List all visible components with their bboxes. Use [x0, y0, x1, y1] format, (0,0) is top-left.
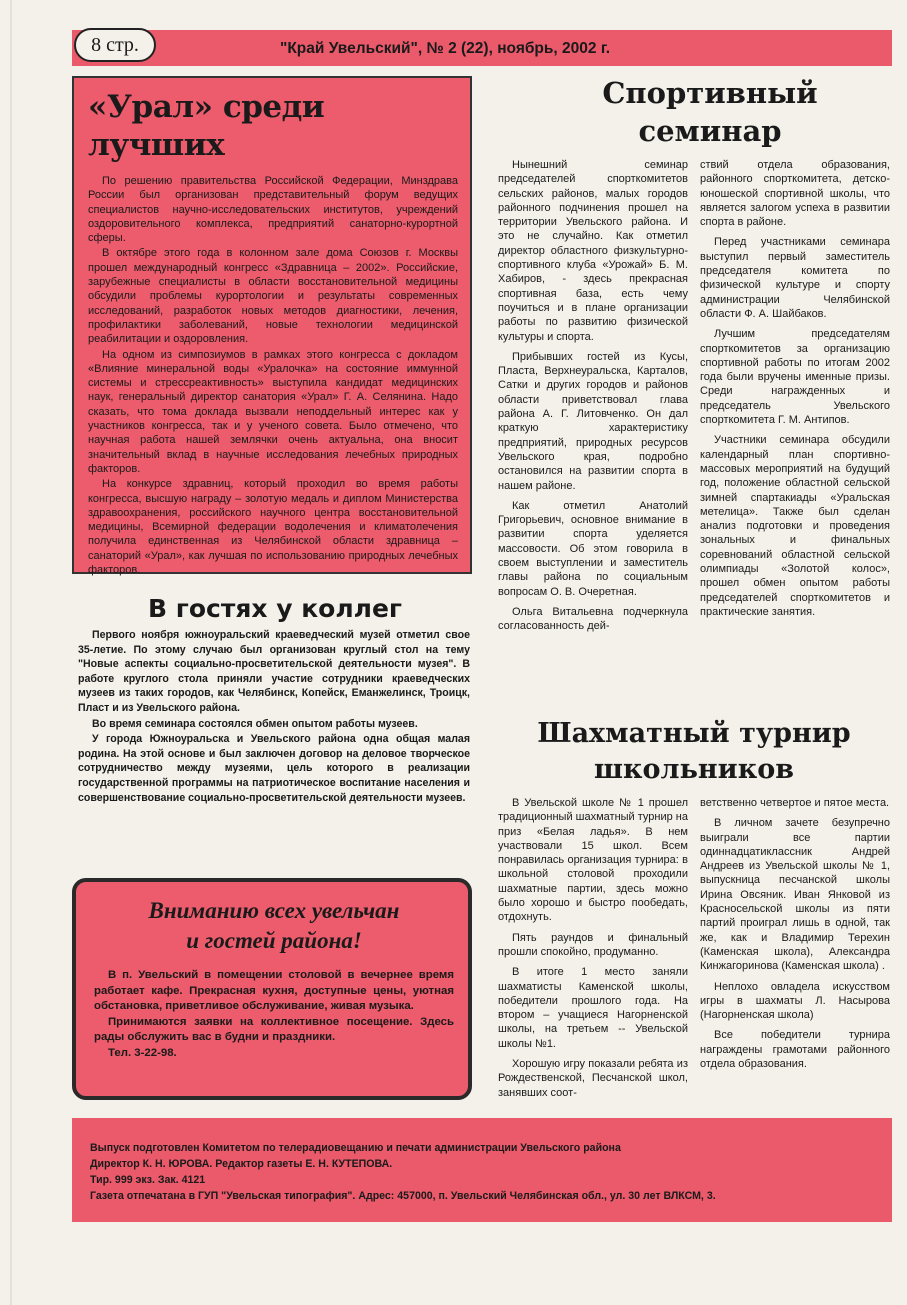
article-ural	[72, 76, 472, 577]
ad-title-line: и гостей района!	[186, 928, 362, 953]
article-ural-title: «Урал» среди лучших	[88, 89, 325, 163]
page-edge	[10, 0, 12, 1305]
article-chess-paragraph: В итоге 1 место заняли шахматисты Каменской школы, победители прошлого года. На втором – учащиеся Нагорненской школы, на третьем -- Увельской школы №1.	[498, 966, 688, 1050]
article-chess-column-1	[498, 796, 688, 1106]
imprint-publisher: Выпуск подготовлен Комитетом по телерадиовещанию и печати администрации Увельского района	[90, 1142, 621, 1154]
article-sport-paragraph: ствий отдела образования, районного спорткомитета, детско-юношеской спортивной школы, что является залогом успеха в развитии спорта в районе.	[700, 159, 890, 229]
article-sport-paragraph: Ольга Витальевна подчеркнула согласованность дей-	[498, 605, 688, 633]
article-ural-paragraph: На одном из симпозиумов в рамках этого конгресса с докладом «Влияние минеральной воды «Уралочка» на состояние иммунной системы и стрессреактивность» выступила кандидат медицинских наук, генеральный директор санатория «Урал» Г. А. Селянина. Надо сказать, что тома доклада вызвали неподдельный интерес как у участников конгресса, так и у ученого совета. Было отмечено, что научная работа нашей землячки очень актуальна, она вносит значительный вклад в научные исследования лечебных природных факторов.	[88, 348, 458, 475]
ad-paragraph: Принимаются заявки на коллективное посещение. Здесь рады обслужить вас в будни и праздники.	[94, 1015, 454, 1044]
article-chess-paragraph: ветственно четвертое и пятое места.	[700, 797, 890, 809]
article-sport-title-line: Спортивный	[602, 76, 818, 110]
article-sport-paragraph: Перед участниками семинара выступил первый заместитель председателя комитета по физической культуре и спорту администрации Челябинской области Ф. А. Шайбаков.	[700, 236, 890, 320]
article-chess-paragraph: Все победители турнира награждены грамотами районного отдела образования.	[700, 1029, 890, 1071]
ad-title	[94, 896, 454, 956]
article-ural-paragraph: По решению правительства Российской Федерации, Минздрава России был организован представительный форум ведущих специалистов научно-исследовательских институтов, учреждений оздоровительного комплекса, предприятий санаторно-курортной сферы.	[88, 175, 458, 245]
article-chess-paragraph: Хорошую игру показали ребята из Рождественской, Песчанской школ, занявших соот-	[498, 1058, 688, 1099]
imprint-printer: Газета отпечатана в ГУП "Увельская типография". Адрес: 457000, п. Увельский Челябинская обл., ул. 30 лет ВЛКСМ, 3.	[90, 1190, 716, 1202]
article-guests-paragraph: Во время семинара состоялся обмен опытом работы музеев.	[92, 717, 418, 730]
imprint-circulation: Тир. 999 экз. Зак. 4121	[90, 1174, 206, 1186]
article-chess-paragraph: Пять раундов и финальный прошли спокойно, продуманно.	[498, 931, 688, 958]
ad-phone: Тел. 3-22-98.	[108, 1046, 177, 1059]
article-sport-paragraph: Прибывших гостей из Кусы, Пласта, Верхнеуральска, Карталов, Сатки и других городов и районов области приветствовал глава района А. Г. Литовченко. Он дал краткую характеристику предприятий, природных ресурсов Увельского края, подробно остановился на развитии спорта в нашем районе.	[498, 350, 688, 492]
article-guests	[78, 628, 470, 858]
article-sport-column-2	[700, 158, 890, 698]
article-sport-title	[540, 74, 880, 158]
imprint-footer	[72, 1118, 892, 1222]
masthead: "Край Увельский", № 2 (22), ноябрь, 2002 г.	[280, 40, 611, 57]
article-chess-paragraph: Неплохо овладела искусством игры в шахматы Л. Насырова (Нагорненская школа)	[700, 980, 890, 1022]
article-chess-paragraph: В Увельской школе № 1 прошел традиционный шахматный турнир на приз «Белая ладья». В нем участвовали 15 школ. Всем понравилась организация турнира: в школьной столовой проходили шахматные партии, здесь можно было хорошо и быстро пообедать, отдохнуть.	[498, 797, 688, 924]
cafe-advertisement	[72, 878, 472, 1100]
article-sport-title-line: семинар	[638, 114, 782, 148]
article-guests-title: В гостях у коллег	[148, 594, 402, 623]
article-sport-column-1	[498, 158, 688, 698]
article-sport-paragraph: Участники семинара обсудили календарный план спортивно-массовых мероприятий на будущий год, положение областной сельской зимней спартакиады «Уральская метелица». Также был сделан анализ подготовки и проведения зональных и финальных соревнований областной сельской олимпиады «Золотой колос», прошел обмен опытом работы председателей спорткомитетов и практические занятия.	[700, 434, 890, 618]
article-chess-paragraph: В личном зачете безупречно выиграли все партии одиннадцатиклассник Андрей Андреев из Увельской школы № 1, выпускница песчанской школы Ирина Овсяник. Иван Янковой из Красносельской школы из пяти партий проиграл лишь в одной, так же, как и Владимир Терехин (Каменская школа), Александра Кинжагоринова (Каменская школа) .	[700, 817, 890, 973]
article-sport-paragraph: Как отметил Анатолий Григорьевич, основное внимание в развитии спорта уделяется массовости. Об этом говорила в своем выступлении и заместитель главы района по социальным вопросам О. В. Очеретная.	[498, 499, 688, 598]
article-sport-paragraph: Нынешний семинар председателей спорткомитетов сельских районов, малых городов районного подчинения прошел на территории Увельского района. И это не случайно. Как отметил директор областного физкультурно-спортивного клуба «Урожай» Б. М. Хабиров, - здесь прекрасная спортивная база, есть чему поучиться и в плане организации работы по развитию физической культуры и спорта.	[498, 159, 688, 343]
article-guests-paragraph: Первого ноября южноуральский краеведческий музей отметил свое 35-летие. По этому случаю был организован круглый стол на тему "Новые аспекты социально-просветительской деятельности музея". В работе круглого стола приняли участие сотрудники краеведческих музеев из таких городов, как Челябинск, Копейск, Еманжелинск, Троицк, Пласт и из Увельского района.	[78, 629, 470, 714]
article-guests-paragraph: У города Южноуральска и Увельского района одна общая малая родина. На этой основе и был заключен договор на деловое творческое сотрудничество между музеями, цель которого в реализации государственной программы на патриотическое воспитание населения и совершенствование социально-просветительской деятельности музеев.	[78, 733, 470, 804]
ad-paragraph: В п. Увельский в помещении столовой в вечернее время работает кафе. Прекрасная кухня, доступные цены, уютная обстановка, приветливое обслуживание, живая музыка.	[94, 969, 454, 1013]
article-chess-column-2	[700, 796, 890, 1106]
article-chess-title-line: школьников	[594, 754, 794, 785]
article-chess-title-line: Шахматный турнир	[537, 718, 851, 749]
article-ural-paragraph: На конкурсе здравниц, который проходил во время работы конгресса, высшую награду – золотую медаль и диплом Министерства здравоохранения, российского научного центра восстановительной медицины, Всемирной федерации водолечения и климатолечения получила единственная из Челябинской области здравница – санаторий «Урал», как лучшая по использованию природных лечебных факторов.	[88, 478, 458, 577]
ad-title-line: Вниманию всех увельчан	[148, 898, 400, 923]
article-chess-title	[494, 716, 894, 792]
article-ural-paragraph: В октябре этого года в колонном зале дома Союзов г. Москвы прошел международный конгресс «Здравница – 2002». Российские, зарубежные специалисты в области восстановительной медицины обсудили проблемы курортологии и результаты современных исследований, разработок новых методов диагностики, лечения, профилактики заболеваний, новые технологии медицинской реабилитации и оздоровления.	[88, 247, 458, 346]
imprint-editors: Директор К. Н. ЮРОВА. Редактор газеты Е. Н. КУТЕПОВА.	[90, 1158, 393, 1170]
article-sport-paragraph: Лучшим председателям спорткомитетов за организацию спортивной работы по итогам 2002 года были вручены именные призы. Среди награжденных и председатель Увельского спорткомитета Г. М. Антипов.	[700, 328, 890, 427]
page-number: 8 стр.	[74, 28, 156, 62]
